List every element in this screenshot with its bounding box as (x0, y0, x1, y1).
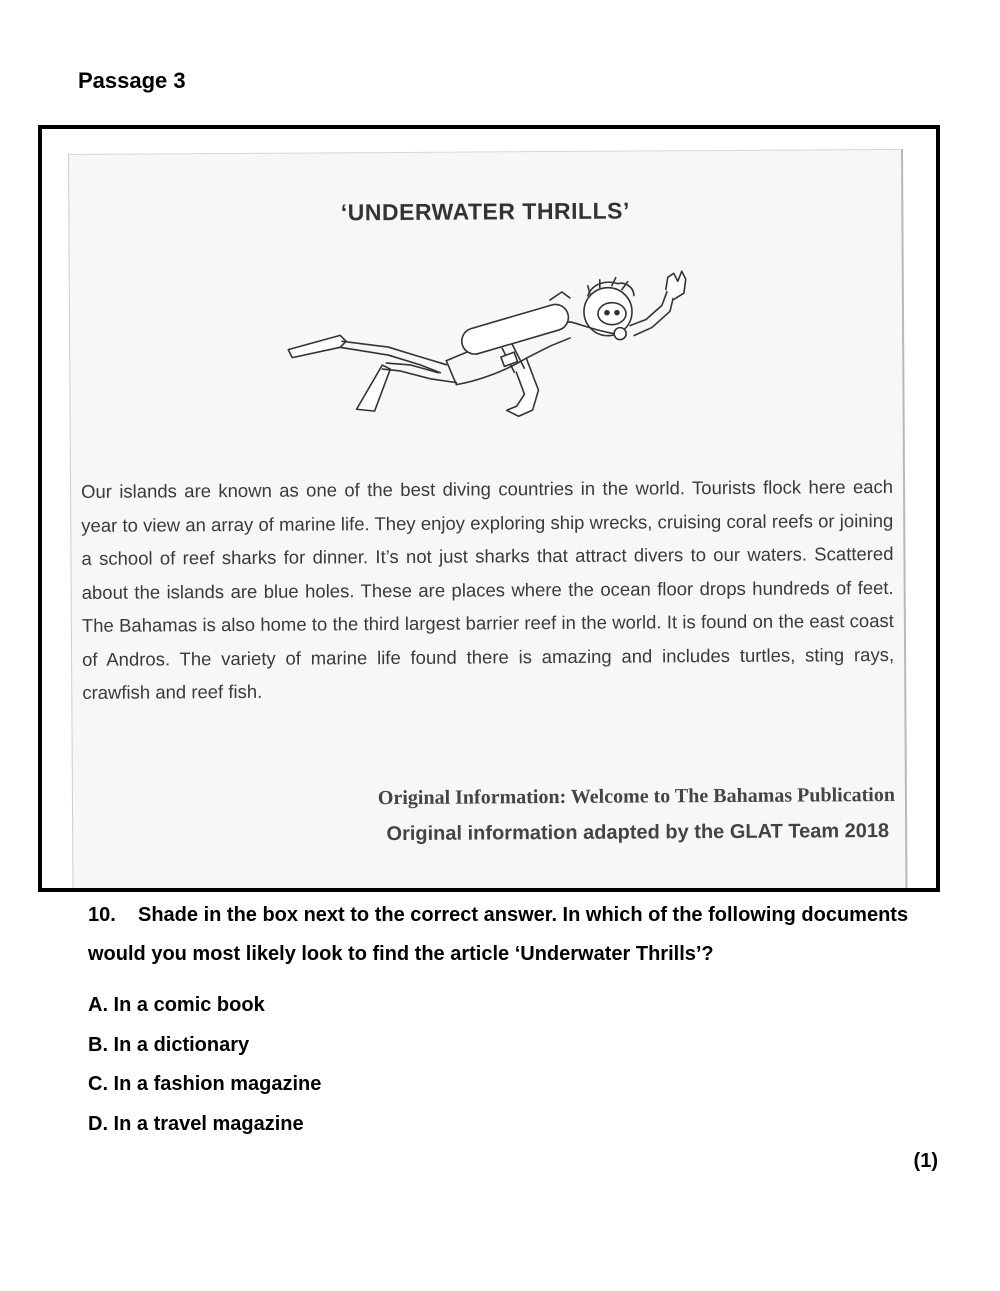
option-d[interactable]: D. In a travel magazine (88, 1112, 304, 1135)
question-text: Shade in the box next to the correct answer. In which of the following documents would you most likely look to find the article ‘Underwater Thrills’? (88, 904, 909, 965)
adaptation-credit: Original information adapted by the GLAT Team 2018 (386, 819, 890, 846)
article-body: Our islands are known as one of the best diving countries in the world. Tourists flock here each year to view an array of marine life. They enjoy exploring ship wrecks, cruising coral reefs or joining a school of reef sharks for dinner. It’s not just sharks that attract divers to our waters. Scattered about the islands are blue holes. These are places where the ocean floor drops hundreds of feet. The Bahamas is also home to the third largest barrier reef in the world. It is found on the east coast of Andros. The variety of marine life found there is amazing and includes turtles, sting rays, crawfish and reef fish. (80, 475, 895, 703)
option-c[interactable]: C. In a fashion magazine (88, 1073, 322, 1095)
scuba-diver-icon (270, 259, 711, 437)
article-title: ‘UNDERWATER THRILLS’ (340, 197, 630, 226)
option-b[interactable]: B. In a dictionary (88, 1033, 250, 1056)
passage-label: Passage 3 (78, 68, 186, 93)
source-credit: Original Information: Welcome to The Bahamas Publication (377, 783, 895, 810)
answer-options (88, 986, 321, 1144)
question-prompt (88, 896, 948, 974)
scanned-article (68, 149, 908, 892)
option-a[interactable]: A. In a comic book (88, 994, 265, 1016)
question-number: 10. (88, 904, 116, 926)
question-marks: (1) (913, 1150, 938, 1172)
passage-frame (38, 125, 940, 892)
